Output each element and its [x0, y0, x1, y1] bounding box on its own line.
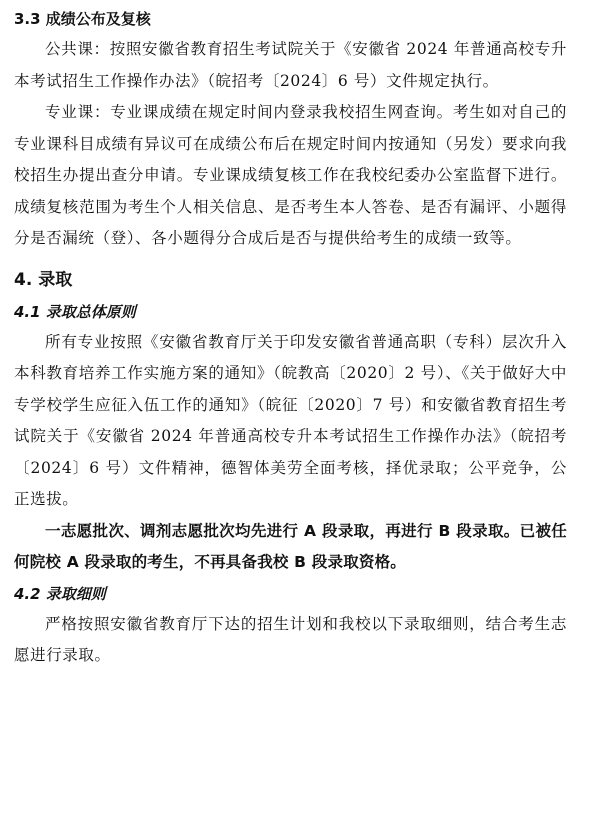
- paragraph-admission-ab-stage: 一志愿批次、调剂志愿批次均先进行 A 段录取，再进行 B 段录取。已被任何院校 A 段录取的考生，不再具备我校 B 段录取资格。: [14, 521, 567, 571]
- paragraph-public-course: 公共课：按照安徽省教育招生考试院关于《安徽省 2024 年普通高校专升本考试招生工作操作办法》（皖招考〔2024〕6 号）文件规定执行。: [14, 40, 567, 90]
- section-heading-4-1: 4.1 录取总体原则: [14, 302, 136, 321]
- section-heading-3-3: 3.3 成绩公布及复核: [14, 10, 151, 28]
- section-heading-4: 4. 录取: [14, 269, 73, 290]
- section-heading-4-2: 4.2 录取细则: [14, 584, 106, 603]
- paragraph-admission-principle: 所有专业按照《安徽省教育厅关于印发安徽省普通高职（专科）层次升入本科教育培养工作实施方案的通知》（皖教高〔2020〕2 号）、《关于做好大中专学校学生应征入伍工作的通知》（皖征〔2020〕7 号）和安徽省教育招生考试院关于《安徽省 2024 年普通高校专升本考试招生工作操作办法》（皖招考〔2024〕6 号）文件精神，德智体美劳全面考核，择优录取；公平竞争，公正选拔。: [14, 332, 567, 508]
- paragraph-admission-rules: 严格按照安徽省教育厅下达的招生计划和我校以下录取细则，结合考生志愿进行录取。: [14, 614, 567, 664]
- paragraph-professional-course: 专业课：专业课成绩在规定时间内登录我校招生网查询。考生如对自己的专业课科目成绩有异议可在成绩公布后在规定时间内按通知（另发）要求向我校招生办提出查分申请。专业课成绩复核工作在我校纪委办公室监督下进行。成绩复核范围为考生个人相关信息、是否考生本人答卷、是否有漏评、小题得分是否漏统（登）、各小题得分合成后是否与提供给考生的成绩一致等。: [14, 103, 567, 247]
